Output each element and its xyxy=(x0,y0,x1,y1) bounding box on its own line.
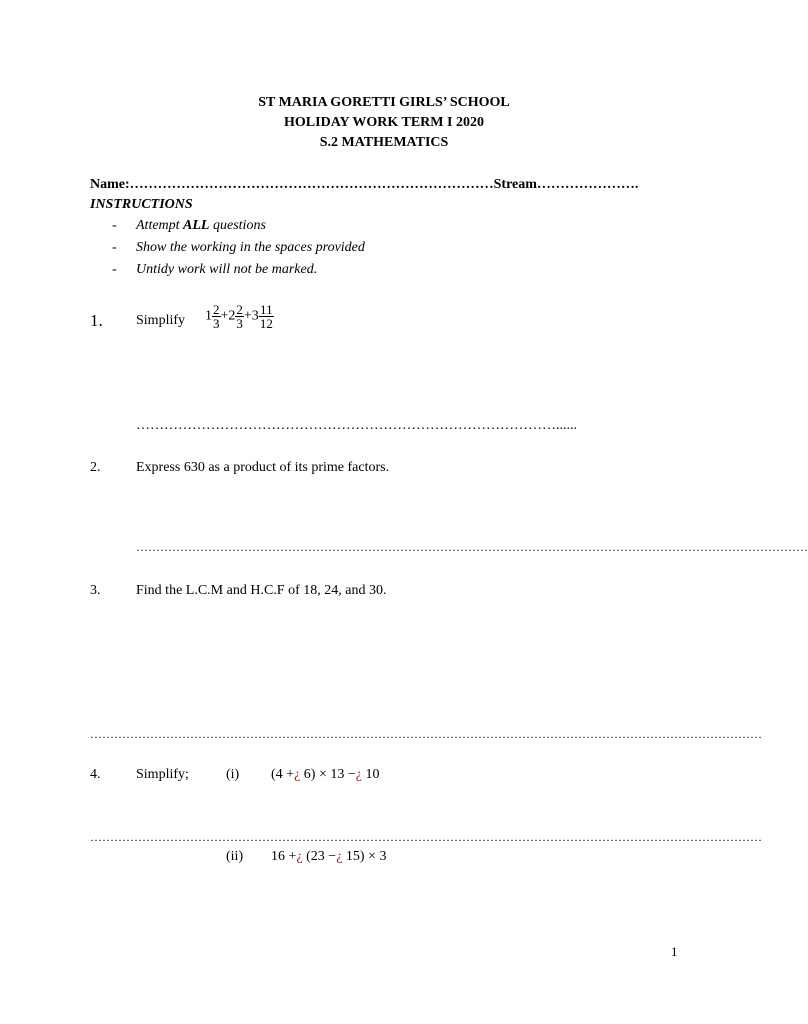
fraction: $\frac{11}{12}$ xyxy=(259,302,273,331)
answer-line: …………………………………………………………………………………………………………………………………………………… xyxy=(90,830,762,844)
part-label: (i) xyxy=(226,767,240,782)
name-stream-line: Name:……………………………………………………………………Stream…………………. xyxy=(90,177,639,192)
answer-line: …………………………………………………………………………………………………………………………………………………… xyxy=(90,727,762,741)
subject-title: S.2 MATHEMATICS xyxy=(319,135,449,150)
instruction-text: Untidy work will not be marked. xyxy=(136,262,318,277)
expression-part-ii: 16 +¿ (23 −¿ 15) × 3 xyxy=(271,849,387,864)
holiday-work-title: HOLIDAY WORK TERM I 2020 xyxy=(284,115,484,130)
instruction-text: Attempt ALL questions xyxy=(136,218,266,233)
answer-line: …………………………………………………………………………………………………………………………………………………… xyxy=(136,540,808,554)
question-text: Find the L.C.M and H.C.F of 18, 24, and 30. xyxy=(136,583,387,598)
bullet-dash: - xyxy=(112,262,117,277)
instructions-heading: INSTRUCTIONS xyxy=(90,197,193,212)
mixed-fraction-expression: 1 $\frac{2}{3}$ +2 $\frac{2}{3}$ +3 $\frac{11}{12}$ xyxy=(205,302,273,331)
question-label: Simplify xyxy=(136,313,186,328)
fraction: $\frac{2}{3}$ xyxy=(213,302,220,331)
question-text: Express 630 as a product of its prime factors. xyxy=(136,460,390,475)
question-number: 2. xyxy=(90,460,101,475)
part-label: (ii) xyxy=(226,849,244,864)
bullet-dash: - xyxy=(112,218,117,233)
page-number: 1 xyxy=(671,944,678,959)
question-label: Simplify; xyxy=(136,767,189,782)
answer-line: ………………………………………………………………………………...... xyxy=(136,418,577,433)
question-number: 1. xyxy=(90,311,103,330)
fraction: $\frac{2}{3}$ xyxy=(236,302,243,331)
expression-part-i: (4 +¿ 6) × 13 −¿ 10 xyxy=(271,767,380,782)
question-number: 4. xyxy=(90,767,101,782)
bullet-dash: - xyxy=(112,240,117,255)
school-name: ST MARIA GORETTI GIRLS’ SCHOOL xyxy=(258,95,510,110)
question-number: 3. xyxy=(90,583,101,598)
instruction-text: Show the working in the spaces provided xyxy=(136,240,365,255)
